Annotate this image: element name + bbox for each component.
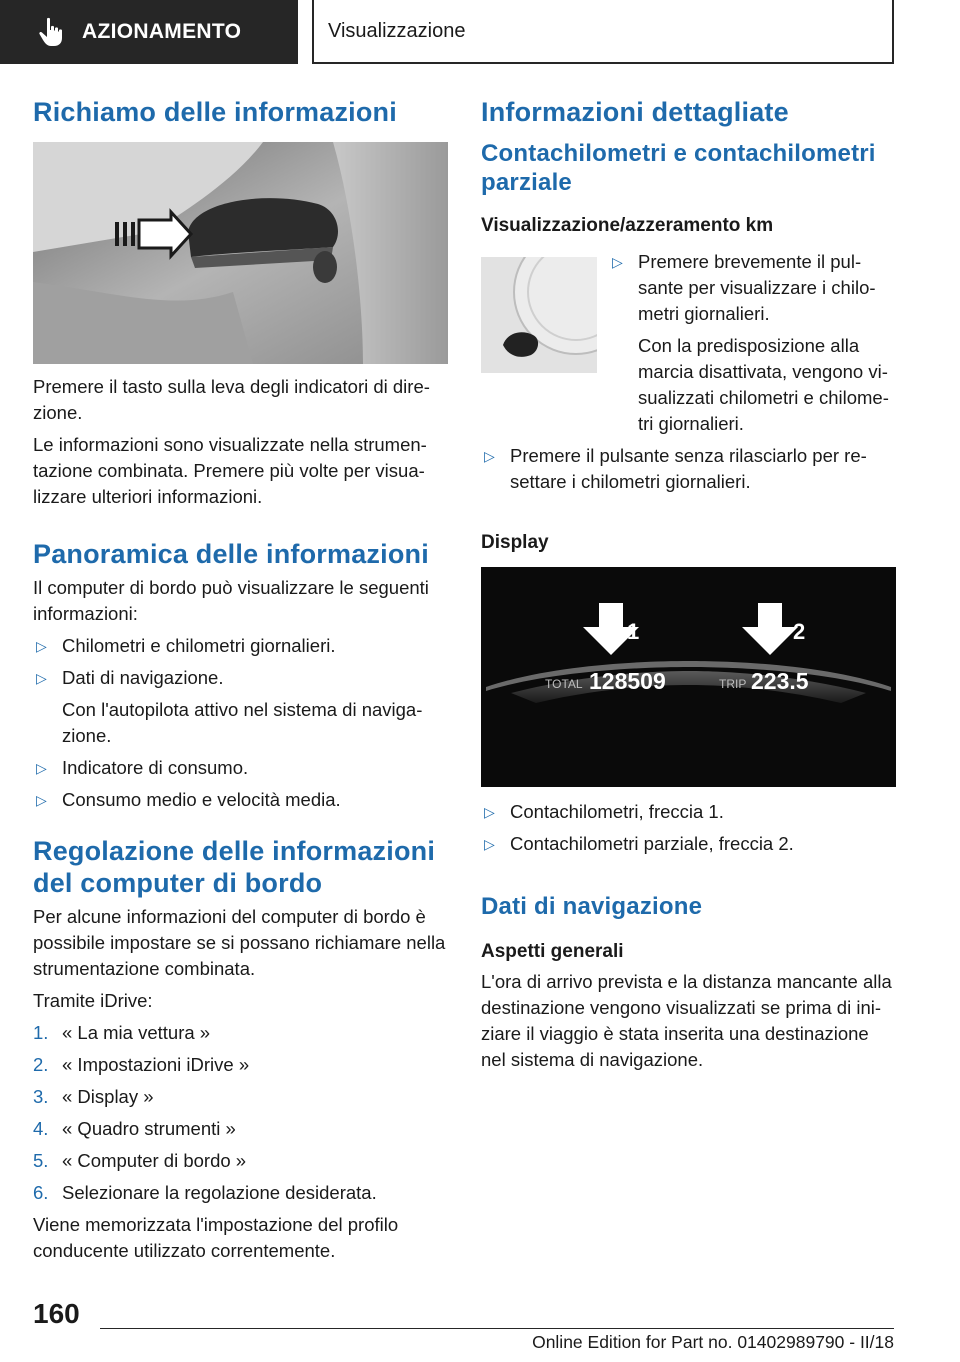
- step-item: 6. Selezionare la regolazione desiderata.: [33, 1181, 377, 1203]
- edition-note: Online Edition for Part no. 01402989790 - II/18: [532, 1332, 894, 1352]
- heading-reset: Visualizzazione/azzeramento km: [481, 214, 774, 236]
- recall-text-1: Premere il tasto sulla leva degli indicatori di dire‐zione.: [33, 376, 430, 424]
- settings-steps: [33, 1020, 448, 1206]
- heading-odometer: Contachilometri e contachilometri parziale: [481, 140, 876, 197]
- triangle-bullet-icon: ▷: [36, 637, 47, 654]
- left-column: [33, 96, 448, 1264]
- trip-value: 223.5: [751, 668, 809, 695]
- heading-settings: Regolazione delle informazioni del computer di bordo: [33, 835, 436, 899]
- overview-intro: Il computer di bordo può visualizzare le seguenti informazioni:: [33, 576, 429, 624]
- total-value: 128509: [589, 668, 666, 695]
- list-item: ▷ Consumo medio e velocità media.: [33, 787, 448, 813]
- hand-pointer-icon: [38, 17, 64, 47]
- display-list: [481, 799, 896, 857]
- reset-list: [609, 249, 896, 437]
- triangle-bullet-icon: ▷: [36, 791, 47, 808]
- list-item-subtext: Con l'autopilota attivo nel sistema di naviga‐zione.: [62, 698, 423, 746]
- heading-recall: Richiamo delle informazioni: [33, 97, 397, 127]
- settings-end: Viene memorizzata l'impostazione del profilo conducente utilizzato correntemente.: [33, 1213, 399, 1261]
- triangle-bullet-icon: ▷: [612, 253, 623, 270]
- arrow-1-label: 1: [627, 619, 640, 645]
- heading-general: Aspetti generali: [481, 941, 624, 963]
- heading-overview: Panoramica delle informazioni: [33, 539, 429, 570]
- triangle-bullet-icon: ▷: [484, 804, 495, 821]
- triangle-bullet-icon: ▷: [36, 759, 47, 776]
- triangle-bullet-icon: ▷: [484, 836, 495, 853]
- heading-detail: Informazioni dettagliate: [481, 97, 789, 127]
- list-item: ▷ Indicatore di consumo.: [33, 755, 448, 781]
- reset-button-photo: [481, 257, 597, 373]
- recall-text-2: Le informazioni sono visualizzate nella strumen‐tazione combinata. Premere più volte per visua‐lizzare ulteriori informazioni.: [33, 434, 427, 508]
- chapter-title: Visualizzazione: [328, 19, 466, 42]
- section-tab: [0, 0, 298, 64]
- list-item: ▷ Contachilometri, freccia 1.: [481, 799, 896, 825]
- odometer-display-photo: [481, 567, 896, 787]
- heading-display: Display: [481, 531, 549, 553]
- list-item-subtext: Con la predisposizione alla marcia disattivata, vengono vi‐sualizzati chilometri e chilome‐tri giornalieri.: [638, 334, 889, 434]
- arrow-2-label: 2: [793, 619, 806, 645]
- trip-label: TRIP: [719, 677, 747, 692]
- step-item: 4. « Quadro strumenti »: [33, 1117, 236, 1139]
- reset-list-2: [481, 443, 896, 495]
- section-title: AZIONAMENTO: [82, 20, 242, 43]
- total-label: TOTAL: [545, 677, 583, 692]
- step-item: 2. « Impostazioni iDrive »: [33, 1053, 250, 1075]
- list-item: ▷ Contachilometri parziale, freccia 2.: [481, 831, 896, 857]
- page-number: 160: [33, 1298, 80, 1329]
- list-item: ▷ Premere brevemente il pul‐sante per visualizzare i chilo‐metri giornalieri. Con la predisposizione alla marcia disattivata, vengono vi‐sualizzati chilometri e chilome‐tri giornalieri.: [609, 249, 896, 437]
- triangle-bullet-icon: ▷: [36, 669, 47, 686]
- settings-via: Tramite iDrive:: [33, 989, 153, 1011]
- footer-divider: [100, 1328, 894, 1329]
- overview-list: [33, 633, 448, 813]
- turn-signal-lever-photo: [33, 142, 448, 364]
- triangle-bullet-icon: ▷: [484, 447, 495, 464]
- step-item: 3. « Display »: [33, 1085, 154, 1107]
- step-item: 1. « La mia vettura »: [33, 1021, 211, 1043]
- right-column: [481, 96, 896, 1073]
- heading-navigation: Dati di navigazione: [481, 893, 703, 921]
- list-item: ▷ Dati di navigazione. Con l'autopilota attivo nel sistema di naviga‐zione.: [33, 665, 448, 749]
- list-item: ▷ Premere il pulsante senza rilasciarlo per re‐settare i chilometri giornalieri.: [484, 444, 867, 492]
- navigation-text: L'ora di arrivo prevista e la distanza mancante alla destinazione vengono visualizzati se prima di ini‐ziare il viaggio è stata inserita una destinazione nel sistema di navigazione.: [481, 970, 892, 1070]
- chapter-tab: [312, 0, 894, 64]
- reset-block: [481, 249, 896, 437]
- step-item: 5. « Computer di bordo »: [33, 1149, 247, 1171]
- list-item: ▷ Chilometri e chilometri giornalieri.: [33, 633, 448, 659]
- settings-text: Per alcune informazioni del computer di bordo è possibile impostare se si possano richiamare nella strumentazione combinata.: [33, 905, 446, 979]
